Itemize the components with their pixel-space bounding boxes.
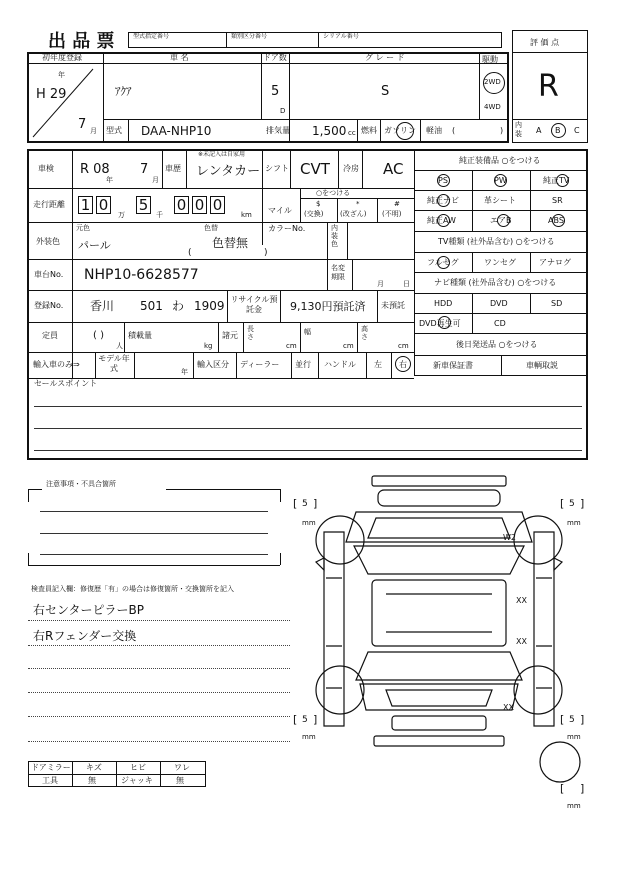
bracket-open: [ <box>293 713 298 726</box>
legend-cell: ワレ <box>174 763 190 772</box>
capacity-unit: 人 <box>116 342 123 350</box>
tv-item: フルセグ <box>427 258 459 267</box>
legend-cell: 無 <box>176 776 184 785</box>
drive-4wd: 4WD <box>484 103 501 111</box>
width-label: 幅 <box>304 328 311 336</box>
interior-c: C <box>574 126 580 135</box>
header-numbers-box <box>128 32 502 48</box>
import-label: 輸入車のみ⇒ <box>33 360 80 369</box>
history-label: 車歴 <box>165 164 181 173</box>
reg-area: 香川 <box>90 299 115 313</box>
chassis-value: NHP10-6628577 <box>84 267 199 283</box>
interior-label-1: 内 <box>515 121 522 129</box>
reg-class: 501 <box>140 299 163 313</box>
mileage-tamper: (改ざん) <box>340 210 367 218</box>
navi-item: SD <box>551 299 563 308</box>
inspector-note: 右Rフェンダー交換 <box>33 629 137 643</box>
spare-tire-unit: mm <box>567 802 581 810</box>
recycle-value: 9,130円預託済 <box>290 300 366 313</box>
mileage-hash: # <box>394 200 400 208</box>
length-label: 長さ <box>247 325 254 341</box>
mileage-mile: マイル <box>268 206 292 215</box>
fuel-gasoline: ガソリン <box>384 126 416 135</box>
mileage-label: 走行距離 <box>33 200 65 209</box>
model-year-unit: 年 <box>181 368 188 376</box>
grade-score: R <box>538 69 559 104</box>
navi-item: HDD <box>434 299 453 308</box>
history-value: レンタカー <box>196 164 261 179</box>
length-unit: cm <box>286 342 297 350</box>
history-note: ※未記入は自家用 <box>198 151 246 158</box>
equip-item: PS <box>438 176 448 185</box>
legend-cell: 無 <box>88 776 96 785</box>
bracket-close: ] <box>313 713 318 726</box>
color-change-label: 色替 <box>204 224 218 232</box>
inspector-note: 右センターピラーBP <box>33 603 144 617</box>
interior-label-2: 装 <box>515 130 522 138</box>
grade-col-label: グ レ ー ド <box>365 53 405 62</box>
displacement-value: 1,500 <box>312 124 347 138</box>
bracket-open: [ <box>560 782 565 795</box>
bracket-open: [ <box>560 497 565 510</box>
bracket-close: ] <box>580 497 585 510</box>
mileage-digit: 0 <box>174 196 189 214</box>
tire-value-fr: 5 <box>569 499 575 509</box>
equip-item: SR <box>552 196 563 205</box>
capacity-value: ( ) <box>93 330 104 341</box>
name-change-month: 月 <box>377 280 384 288</box>
mileage-digit: 1 <box>78 196 93 214</box>
height-label: 高さ <box>361 325 368 341</box>
mileage-digit: 0 <box>210 196 225 214</box>
grade-value: S <box>381 84 390 99</box>
dealer-label: ディーラー <box>240 360 280 369</box>
damage-mark: XX <box>503 703 514 712</box>
dims-label: 諸元 <box>222 331 238 340</box>
mileage-circle-note: ○をつける <box>316 189 351 197</box>
mileage-digit: 0 <box>96 196 111 214</box>
parallel-label: 並行 <box>295 360 311 369</box>
mileage-digit: 0 <box>192 196 207 214</box>
aircon-value: AC <box>383 160 404 178</box>
interior-b: B <box>555 126 561 135</box>
tv-item: アナログ <box>539 258 571 267</box>
color-change-value: 色替無 <box>212 236 249 250</box>
displacement-unit: cc <box>348 129 356 137</box>
paren-close: ) <box>264 248 268 258</box>
navi-item: DVD再生可 <box>419 319 461 328</box>
registration-label: 登録No. <box>34 301 64 310</box>
tire-unit: mm <box>567 519 581 527</box>
model-value: DAA-NHP10 <box>141 124 212 138</box>
equip-item: エアB <box>490 216 512 225</box>
legend-cell: 工具 <box>42 776 58 785</box>
recycle-label: リサイクル預託金 <box>230 295 278 314</box>
mileage-unit-km: km <box>241 211 252 219</box>
door-count: 5 <box>271 84 280 99</box>
first-reg-month: 7 <box>78 117 87 132</box>
color-no-label: カラーNo. <box>268 224 306 233</box>
tire-unit: mm <box>567 733 581 741</box>
equip-item: 純正TV <box>543 176 570 185</box>
model-designation-label: 型式指定番号 <box>133 33 170 40</box>
model-year-label: モデル年式 <box>98 354 130 373</box>
legend-cell: キズ <box>86 763 102 772</box>
sales-point-label: セールスポイント <box>34 379 98 388</box>
right-label: 右 <box>399 360 407 369</box>
equip-item: 純正AW <box>427 216 456 225</box>
equip-item: ABS <box>548 216 564 225</box>
reg-kana: わ <box>172 299 185 313</box>
load-unit: kg <box>204 342 213 350</box>
docs-item: 新車保証書 <box>433 361 473 370</box>
month-unit: 月 <box>90 127 97 135</box>
reg-number: 1909 <box>194 299 225 313</box>
fuel-paren-open: ( <box>452 126 456 135</box>
tire-value-rl: 5 <box>302 715 308 725</box>
bracket-open: [ <box>293 497 298 510</box>
first-reg-era: H 29 <box>36 87 67 102</box>
name-change-label: 名変期限 <box>331 264 345 281</box>
first-reg-label: 初年度登録 <box>42 53 82 62</box>
bracket-open: [ <box>560 713 565 726</box>
docs-item: 車輌取説 <box>526 361 558 370</box>
tire-value-fl: 5 <box>302 499 308 509</box>
mileage-unit-man: 万 <box>118 211 125 219</box>
legend-cell: ドアミラー <box>31 763 71 772</box>
damage-mark: XX <box>516 637 527 646</box>
interior-a: A <box>536 126 542 135</box>
left-label: 左 <box>374 360 382 369</box>
navi-header: ナビ種類 (社外品含む) ○をつける <box>434 278 557 287</box>
sheet-title: 出 品 票 <box>48 31 115 52</box>
tire-value-rr: 5 <box>569 715 575 725</box>
bracket-close: ] <box>580 782 585 795</box>
aircon-label: 冷房 <box>343 164 359 173</box>
navi-item: CD <box>494 319 506 328</box>
paren-open: ( <box>188 248 192 258</box>
notes-label: 注意事項・不具合箇所 <box>46 480 116 488</box>
grade-label: 評 価 点 <box>530 38 560 47</box>
tv-item: ワンセグ <box>484 258 516 267</box>
equip-item: 純正ナビ <box>427 196 459 205</box>
car-name-value: ｱｸｱ <box>115 85 132 98</box>
inspection-value: R 08 <box>80 162 110 177</box>
legend-cell: ジャッキ <box>121 776 153 785</box>
equip-item: 革シート <box>484 196 516 205</box>
handle-label: ハンドル <box>324 360 356 369</box>
inspection-month: 7 <box>140 162 149 177</box>
equip-item: PW <box>494 176 507 185</box>
shift-value: CVT <box>300 160 330 178</box>
tv-header: TV種類 (社外品含む) ○をつける <box>438 237 555 246</box>
recycle-unpaid: 未預託 <box>381 301 405 310</box>
door-type: D <box>280 107 286 115</box>
load-label: 積載量 <box>128 331 152 340</box>
mileage-star: * <box>356 200 360 208</box>
import-type-label: 輸入区分 <box>197 360 229 369</box>
damage-mark: W2 <box>503 533 516 542</box>
chassis-label: 車台No. <box>34 270 64 279</box>
original-color-value: パール <box>78 239 111 252</box>
displacement-label: 排気量 <box>266 126 290 135</box>
category-label: 類別区分番号 <box>231 33 268 40</box>
width-unit: cm <box>343 342 354 350</box>
inspection-year-unit: 年 <box>106 176 113 184</box>
tire-unit: mm <box>302 733 316 741</box>
drive-2wd: 2WD <box>484 78 501 86</box>
fuel-paren-close: ) <box>500 126 504 135</box>
mileage-unknown: (不明) <box>382 210 402 218</box>
height-unit: cm <box>398 342 409 350</box>
mileage-exchange: (交換) <box>304 210 324 218</box>
damage-mark: XX <box>516 596 527 605</box>
legend-cell: ヒビ <box>130 763 146 772</box>
navi-item: DVD <box>490 299 508 308</box>
inspection-month-unit: 月 <box>152 176 159 184</box>
equipment-header: 純正装備品 ○をつける <box>459 156 541 165</box>
shift-label: シフト <box>265 164 289 173</box>
original-color-label: 元色 <box>76 224 90 232</box>
interior-color-label: 内装色 <box>331 224 338 248</box>
fuel-label: 燃料 <box>361 126 377 135</box>
inspection-label: 車検 <box>38 164 54 173</box>
exterior-color-label: 外装色 <box>36 237 60 246</box>
capacity-label: 定員 <box>42 331 58 340</box>
model-label: 型式 <box>106 126 122 135</box>
mileage-unit-sen: 千 <box>156 211 163 219</box>
name-change-day: 日 <box>403 280 410 288</box>
inspector-label: 検査員記入欄：修復歴「有」の場合は修復箇所・交換箇所を記入 <box>31 585 234 593</box>
mileage-digit: 5 <box>136 196 151 214</box>
bracket-close: ] <box>580 713 585 726</box>
drive-label: 駆動 <box>482 55 498 64</box>
bracket-close: ] <box>313 497 318 510</box>
tire-unit: mm <box>302 519 316 527</box>
fuel-diesel: 軽油 <box>426 126 442 135</box>
docs-header: 後日発送品 ○をつける <box>456 340 538 349</box>
door-label: ドア数 <box>263 53 287 62</box>
car-diagram <box>296 474 596 814</box>
car-name-label: 車 名 <box>170 53 189 62</box>
mileage-dollar: $ <box>316 200 321 208</box>
serial-label: シリアル番号 <box>323 33 359 40</box>
year-unit: 年 <box>58 71 65 79</box>
